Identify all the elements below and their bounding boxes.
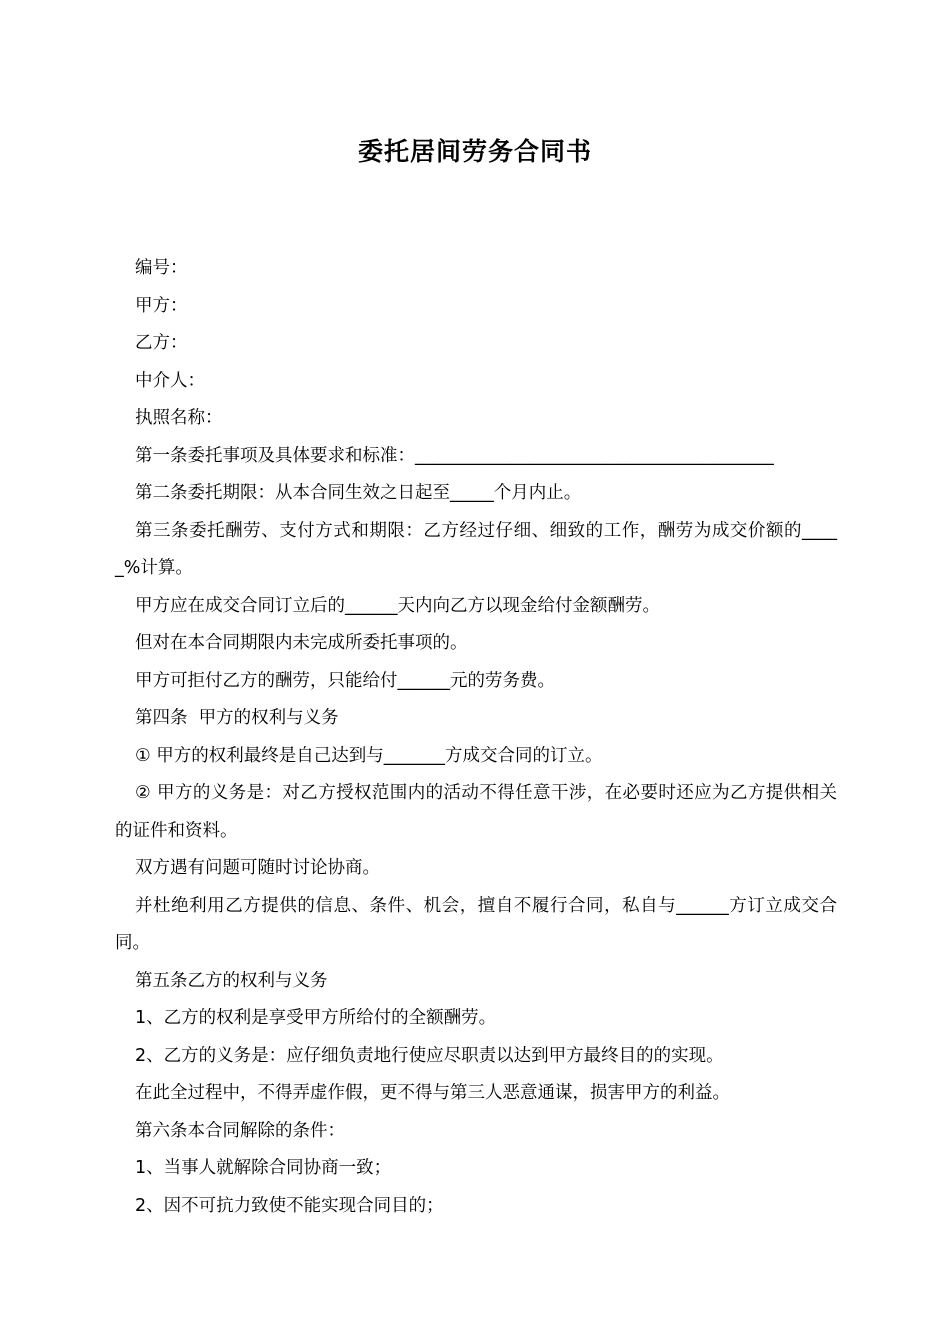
field-license-name: 执照名称： <box>135 408 223 428</box>
document-body <box>115 250 837 1225</box>
paragraph-no-private-contract: 并杜绝利用乙方提供的信息、条件、机会，擅自不履行合同，私自与______方订立成交合同。 <box>115 895 837 953</box>
article-6-heading: 第六条本合同解除的条件： <box>135 1120 345 1141</box>
paragraph-payment-deadline: 甲方应在成交合同订立后的______天内向乙方以现金给付金额酬劳。 <box>135 595 660 616</box>
article-4-heading: 第四条 甲方的权利与义务 <box>135 708 339 728</box>
article-3-remuneration: 第三条委托酬劳、支付方式和期限：乙方经过仔细、细致的工作，酬劳为成交价额的_____%计算。 <box>115 520 837 578</box>
field-intermediary: 中介人： <box>135 370 205 391</box>
field-party-a: 甲方： <box>135 295 188 316</box>
field-serial-number: 编号： <box>135 258 188 278</box>
document-title: 委托居间劳务合同书 <box>357 137 592 166</box>
article-1-commission-requirements: 第一条委托事项及具体要求和标准：_________________________________________ <box>135 445 774 466</box>
paragraph-no-fraud: 在此全过程中，不得弄虚作假，更不得与第三人恶意通谋，损害甲方的利益。 <box>135 1083 730 1103</box>
article-5-heading: 第五条乙方的权利与义务 <box>135 970 328 991</box>
paragraph-service-fee: 甲方可拒付乙方的酬劳，只能给付______元的劳务费。 <box>135 670 555 691</box>
article-5-item-2: 2、乙方的义务是：应仔细负责地行使应尽职责以达到甲方最终目的的实现。 <box>135 1045 724 1066</box>
article-4-item-1: ① 甲方的权利最终是自己达到与_______方成交合同的订立。 <box>135 745 603 766</box>
article-6-item-2: 2、因不可抗力致使不能实现合同目的； <box>135 1195 444 1216</box>
article-2-commission-term: 第二条委托期限：从本合同生效之日起至_____个月内止。 <box>135 483 582 503</box>
paragraph-negotiation: 双方遇有问题可随时讨论协商。 <box>135 858 380 878</box>
field-party-b: 乙方： <box>135 333 188 353</box>
paragraph-incomplete-matters: 但对在本合同期限内未完成所委托事项的。 <box>135 633 468 653</box>
article-5-item-1: 1、乙方的权利是享受甲方所给付的全额酬劳。 <box>135 1008 497 1028</box>
article-6-item-1: 1、当事人就解除合同协商一致； <box>135 1158 392 1178</box>
article-4-item-2: ② 甲方的义务是：对乙方授权范围内的活动不得任意干涉，在必要时还应为乙方提供相关的证件和资料。 <box>115 783 837 841</box>
